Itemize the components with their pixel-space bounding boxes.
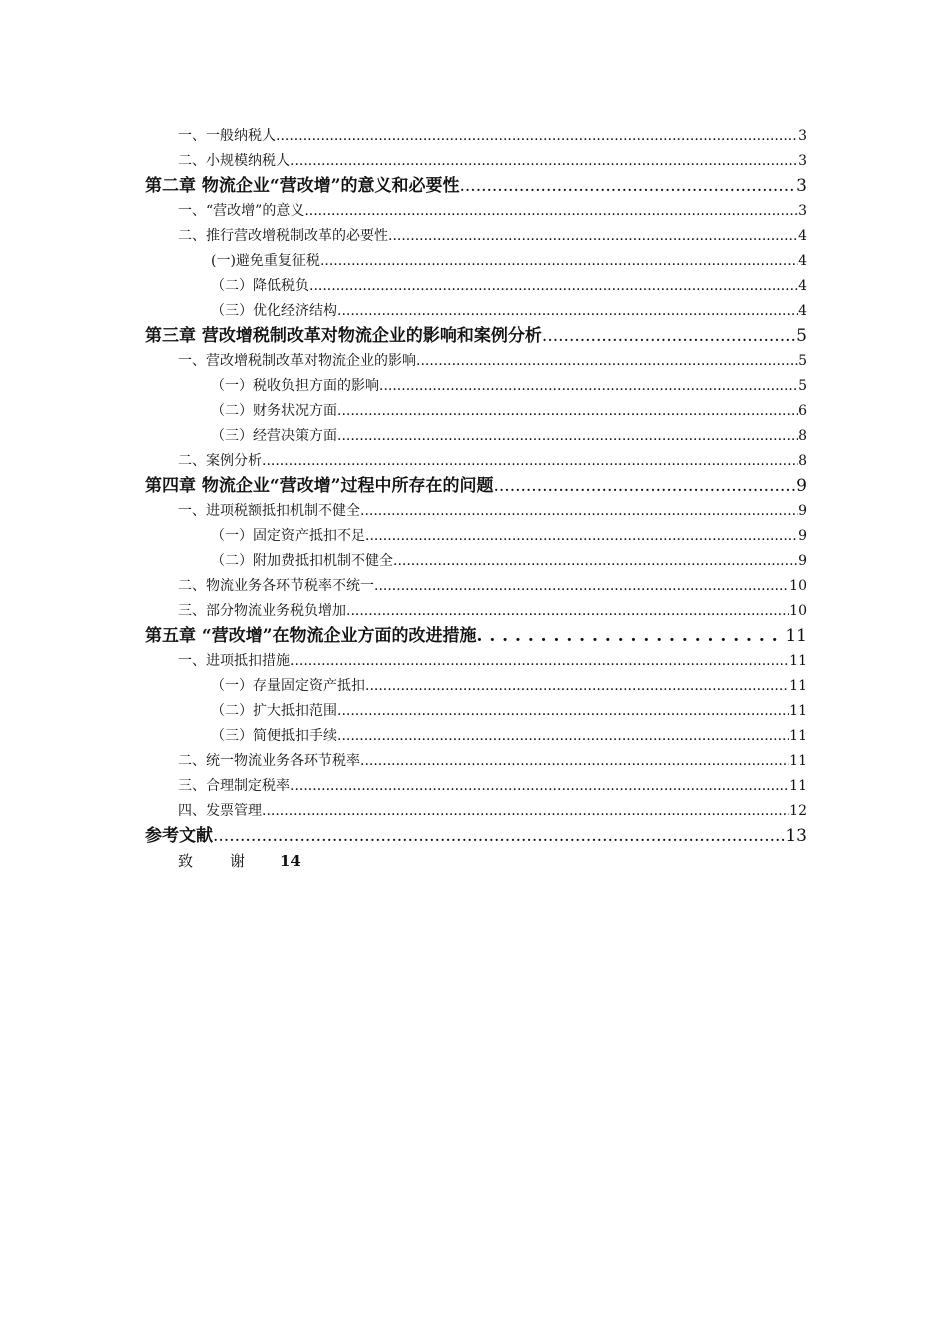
toc-entry-title: 第五章 “营改增”在物流企业方面的改进措施 [145,626,477,646]
toc-entry[interactable] [145,724,807,749]
toc-page-number: 8 [798,453,807,469]
toc-entry-title: （二）财务状况方面 [211,403,337,419]
toc-entry-title: （一）税收负担方面的影响 [211,378,379,394]
toc-page-number: 3 [798,153,807,169]
toc-entry-title: (一)避免重复征税 [211,253,320,269]
toc-entry[interactable] [145,124,807,149]
toc-page-number: 3 [796,176,807,196]
toc-entry[interactable] [145,624,807,649]
toc-entry[interactable] [145,499,807,524]
toc-entry[interactable] [145,274,807,299]
toc-dot-leader [393,549,798,574]
toc-dot-leader [320,249,798,274]
toc-dot-leader [262,799,789,824]
toc-dot-leader [365,524,798,549]
toc-entry[interactable] [145,574,807,599]
toc-dot-leader [374,574,789,599]
toc-page-number: 11 [789,703,807,719]
toc-entry[interactable] [145,374,807,399]
toc-entry[interactable] [145,649,807,674]
toc-dot-leader [337,724,789,749]
toc-dot-leader [379,374,798,399]
toc-dot-leader [493,474,796,499]
toc-entry[interactable] [145,749,807,774]
toc-entry[interactable] [145,249,807,274]
toc-dot-leader [290,149,798,174]
toc-entry[interactable] [145,349,807,374]
toc-page-number: 5 [798,378,807,394]
toc-dot-leader [416,349,798,374]
toc-entry-title: 二、统一物流业务各环节税率 [178,753,360,769]
toc-entry[interactable] [145,174,807,199]
toc-entry[interactable] [145,799,807,824]
toc-entry-title: 二、推行营改增税制改革的必要性 [178,228,388,244]
toc-entry-title: 一、“营改增”的意义 [178,203,305,219]
toc-page-number: 11 [789,753,807,769]
toc-page-number: 11 [789,778,807,794]
toc-page-number: 5 [796,326,807,346]
toc-entry-title: 一、营改增税制改革对物流企业的影响 [178,353,416,369]
toc-entry-title: 第二章 物流企业“营改增”的意义和必要性 [145,176,460,196]
toc-page-number: 12 [789,803,807,819]
toc-entry-title: （三）优化经济结构 [211,303,337,319]
toc-entry-title: （二）降低税负 [211,278,309,294]
toc-dot-leader [337,424,798,449]
toc-entry-title: 一、一般纳税人 [178,128,276,144]
toc-page-number: 11 [789,678,807,694]
toc-entry-title: 一、进项抵扣措施 [178,653,290,669]
toc-entry[interactable] [145,224,807,249]
toc-entry[interactable] [145,674,807,699]
toc-entry-title: （二）附加费抵扣机制不健全 [211,553,393,569]
ack-page-number: 14 [280,852,301,870]
toc-dot-leader [542,324,796,349]
toc-page-number: 4 [798,303,807,319]
toc-entry-title: 二、物流业务各环节税率不统一 [178,578,374,594]
toc-entry-title: 第四章 物流企业“营改增”过程中所存在的问题 [145,476,494,496]
toc-dot-leader [365,674,789,699]
toc-page-number: 4 [798,278,807,294]
toc-entry-title: 一、进项税额抵扣机制不健全 [178,503,360,519]
toc-dot-leader [459,174,796,199]
toc-dot-leader [262,449,798,474]
toc-page-number: 13 [785,826,807,846]
toc-entry[interactable] [145,424,807,449]
toc-page-number: 9 [798,528,807,544]
toc-dot-leader [290,649,789,674]
toc-entry-title: （二）扩大抵扣范围 [211,703,337,719]
toc-entry[interactable] [145,449,807,474]
toc-entry[interactable] [145,774,807,799]
toc-entry[interactable] [145,324,807,349]
toc-page-number: 4 [798,253,807,269]
toc-entry[interactable] [145,824,807,849]
toc-page-number: 11 [785,626,807,646]
toc-dot-leader [290,774,789,799]
toc-page-number: 4 [798,228,807,244]
toc-entry[interactable] [145,299,807,324]
toc-entry[interactable] [145,524,807,549]
toc-entry-title: 三、合理制定税率 [178,778,290,794]
toc-page-number: 3 [798,203,807,219]
toc-dot-leader [388,224,798,249]
toc-dot-leader [337,399,798,424]
toc-dot-leader [360,499,798,524]
toc-entry-title: 参考文献 [145,826,213,846]
toc-entry-title: 第三章 营改增税制改革对物流企业的影响和案例分析 [145,326,542,346]
toc-page-number: 9 [798,553,807,569]
toc-page-number: 10 [789,603,807,619]
toc-dot-leader [337,699,789,724]
toc-dot-leader [309,274,798,299]
toc-entry-title: （三）经营决策方面 [211,428,337,444]
toc-entry-title: 二、案例分析 [178,453,262,469]
toc-page-number: 9 [796,476,807,496]
toc-page-number: 11 [789,653,807,669]
toc-entry[interactable] [145,549,807,574]
toc-dot-leader [476,624,785,649]
toc-dot-leader [276,124,798,149]
toc-entry-title: 四、发票管理 [178,803,262,819]
toc-entry[interactable] [145,399,807,424]
toc-entry[interactable] [145,474,807,499]
toc-page-number: 3 [798,128,807,144]
toc-entry-title: 三、部分物流业务税负增加 [178,603,346,619]
toc-entry[interactable] [145,599,807,624]
toc-dot-leader [304,199,798,224]
toc-entry[interactable] [145,699,807,724]
toc-page-number: 5 [798,353,807,369]
toc-dot-leader [360,749,789,774]
ack-char-2: 谢 [230,852,246,870]
toc-dot-leader [346,599,789,624]
toc-entry[interactable] [145,199,807,224]
toc-entry-title: 二、小规模纳税人 [178,153,290,169]
toc-entry[interactable] [145,149,807,174]
toc-dot-leader [337,299,798,324]
table-of-contents [145,124,807,874]
toc-entries [145,124,807,849]
toc-entry-title: （一）存量固定资产抵扣 [211,678,365,694]
toc-page-number: 9 [798,503,807,519]
toc-page-number: 10 [789,578,807,594]
toc-page-number: 6 [798,403,807,419]
toc-page-number: 8 [798,428,807,444]
ack-char-1: 致 [178,852,194,870]
toc-entry-title: （一）固定资产抵扣不足 [211,528,365,544]
toc-page-number: 11 [789,728,807,744]
toc-dot-leader [213,824,785,849]
toc-entry-acknowledgement[interactable] [145,849,807,874]
toc-entry-title: （三）简便抵扣手续 [211,728,337,744]
